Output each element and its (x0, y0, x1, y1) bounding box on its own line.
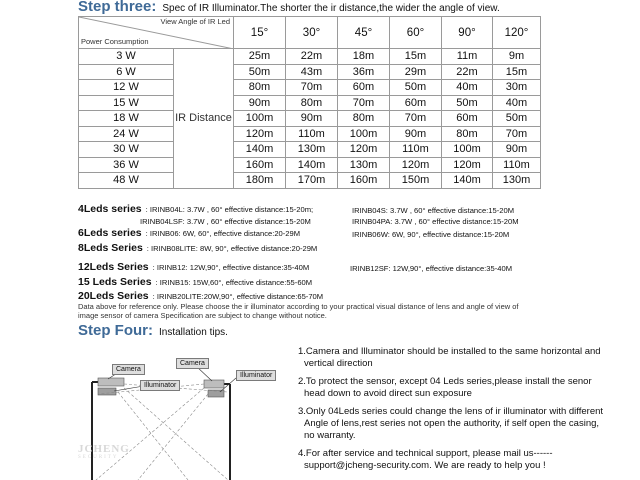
distance-cell: 60m (442, 111, 493, 127)
distance-cell: 22m (286, 49, 338, 65)
series-name: 8Leds Series (78, 242, 143, 254)
distance-cell: 100m (338, 126, 390, 142)
distance-cell: 80m (442, 126, 493, 142)
distance-cell: 25m (234, 49, 286, 65)
angle-header: 45° (338, 17, 390, 49)
installation-tips (298, 346, 628, 478)
distance-cell: 43m (286, 64, 338, 80)
step-three-description: Spec of IR Illuminator.The shorter the ir distance,the wider the angle of view. (162, 3, 500, 14)
distance-cell: 36m (338, 64, 390, 80)
distance-cell: 130m (338, 157, 390, 173)
distance-cell: 60m (338, 80, 390, 96)
table-row (79, 111, 541, 127)
power-cell: 15 W (79, 95, 174, 111)
distance-cell: 110m (286, 126, 338, 142)
header-view-angle: View Angle of IR Led (160, 17, 230, 26)
distance-cell: 180m (234, 173, 286, 189)
tip-line: Angle of lens,rest series not open the authority, if self open the casing, (304, 418, 600, 429)
table-row (79, 64, 541, 80)
distance-cell: 120m (442, 157, 493, 173)
table-header-row (79, 17, 541, 49)
distance-cell: 100m (234, 111, 286, 127)
distance-cell: 50m (493, 111, 541, 127)
distance-cell: 11m (442, 49, 493, 65)
distance-cell: 80m (286, 95, 338, 111)
header-power-consumption: Power Consumption (81, 37, 149, 46)
series-8leds (78, 242, 317, 254)
distance-cell: 22m (442, 64, 493, 80)
installation-illustration (78, 348, 293, 480)
distance-cell: 70m (493, 126, 541, 142)
distance-cell: 130m (493, 173, 541, 189)
distance-cell: 120m (338, 142, 390, 158)
distance-cell: 140m (286, 157, 338, 173)
distance-cell: 160m (234, 157, 286, 173)
series-name: 12Leds Series (78, 261, 149, 273)
table-row (79, 157, 541, 173)
power-cell: 36 W (79, 157, 174, 173)
tip-item (298, 406, 628, 442)
tip-line: 2.To protect the sensor, except 04 Leds series,please install the senor (298, 376, 592, 387)
table-row (79, 95, 541, 111)
series-detail: IRINB04PA: 3.7W , 60° effective distance:15-20M (352, 217, 519, 226)
reference-note (78, 302, 548, 320)
table-row (79, 173, 541, 189)
step-four-title: Step Four: (78, 322, 153, 339)
series-detail: : IRINB20LITE:20W,90°, effective distance:65-70M (152, 292, 324, 301)
angle-header: 60° (390, 17, 442, 49)
distance-cell: 90m (390, 126, 442, 142)
tip-line: 4.For after service and technical support, please mail us------ (298, 448, 553, 459)
power-cell: 48 W (79, 173, 174, 189)
camera-label-left: Camera (112, 364, 145, 375)
distance-cell: 80m (338, 111, 390, 127)
distance-cell: 70m (286, 80, 338, 96)
illuminator-label-right: Illuminator (236, 370, 276, 381)
distance-cell: 170m (286, 173, 338, 189)
distance-cell: 15m (493, 64, 541, 80)
series-detail: IRINB06W: 6W, 90°, effective distance:15-20M (352, 230, 510, 239)
distance-cell: 90m (234, 95, 286, 111)
tip-line: head down to avoid direct sun exposure (304, 388, 472, 399)
series-name: 20Leds Series (78, 290, 149, 302)
power-cell: 3 W (79, 49, 174, 65)
series-12leds (78, 261, 309, 273)
power-cell: 18 W (79, 111, 174, 127)
distance-cell: 50m (442, 95, 493, 111)
table-row (79, 49, 541, 65)
distance-cell: 70m (338, 95, 390, 111)
distance-cell: 130m (286, 142, 338, 158)
distance-cell: 90m (286, 111, 338, 127)
tip-line: 1.Camera and Illuminator should be installed to the same horizontal and (298, 346, 601, 357)
tip-item (298, 346, 628, 370)
table-row (79, 80, 541, 96)
table-row (79, 126, 541, 142)
ir-spec-table (78, 16, 541, 189)
distance-cell: 160m (338, 173, 390, 189)
support-email-line: support@jcheng-security.com. We are ready to help you ! (304, 460, 546, 471)
distance-cell: 50m (234, 64, 286, 80)
logo-sub: SECURITY (78, 455, 119, 460)
distance-cell: 120m (390, 157, 442, 173)
series-detail: IRINB04S: 3.7W , 60° effective distance:15-20M (352, 206, 515, 215)
distance-cell: 100m (442, 142, 493, 158)
distance-cell: 120m (234, 126, 286, 142)
tip-line: 3.Only 04Leds series could change the lens of ir illuminator with different (298, 406, 604, 417)
note-line: Data above for reference only. Please choose the ir illuminator according to your practical visual distance of lens and angle of view of (78, 302, 519, 311)
illuminator-label-left: Illuminator (140, 380, 180, 391)
series-detail: : IRINB04L: 3.7W , 60° effective distance:15-20m; (145, 205, 314, 214)
series-15leds (78, 276, 312, 288)
series-detail: : IRINB15: 15W,60°, effective distance:55-60M (155, 278, 313, 287)
distance-cell: 140m (442, 173, 493, 189)
series-4leds (78, 203, 313, 215)
series-name: 4Leds series (78, 203, 142, 215)
series-name: 6Leds series (78, 227, 142, 239)
distance-cell: 9m (493, 49, 541, 65)
series-detail: : IRINB06: 6W, 60°, effective distance:20-29M (145, 229, 301, 238)
camera-label-right: Camera (176, 358, 209, 369)
series-detail: IRINB04LSF: 3.7W , 60° effective distance:15-20M (140, 217, 311, 226)
angle-header: 15° (234, 17, 286, 49)
angle-header: 90° (442, 17, 493, 49)
distance-cell: 60m (390, 95, 442, 111)
series-20leds (78, 290, 323, 302)
distance-cell: 30m (493, 80, 541, 96)
series-6leds (78, 227, 300, 239)
distance-cell: 110m (390, 142, 442, 158)
power-cell: 12 W (79, 80, 174, 96)
distance-cell: 80m (234, 80, 286, 96)
angle-header: 120° (493, 17, 541, 49)
distance-cell: 140m (234, 142, 286, 158)
note-line: image sensor of camera Specification are subject to change without notice. (78, 311, 327, 320)
distance-cell: 90m (493, 142, 541, 158)
power-cell: 24 W (79, 126, 174, 142)
step-four-description: Installation tips. (159, 327, 228, 338)
distance-cell: 15m (390, 49, 442, 65)
series-name: 15 Leds Series (78, 276, 152, 288)
brand-watermark-logo (78, 443, 130, 460)
power-cell: 30 W (79, 142, 174, 158)
distance-cell: 150m (390, 173, 442, 189)
ir-distance-label: IR Distance (174, 49, 234, 189)
distance-cell: 50m (390, 80, 442, 96)
table-row (79, 142, 541, 158)
tip-item (298, 376, 628, 400)
angle-header: 30° (286, 17, 338, 49)
step-three-header (78, 0, 500, 15)
distance-cell: 110m (493, 157, 541, 173)
tip-item (298, 448, 628, 472)
tip-line: no warranty. (304, 430, 356, 441)
step-three-title: Step three: (78, 0, 157, 15)
distance-cell: 40m (442, 80, 493, 96)
series-detail: : IRINB08LITE: 8W, 90°, effective distance:20-29M (146, 244, 318, 253)
logo-name: JCHENG (78, 443, 130, 455)
distance-cell: 40m (493, 95, 541, 111)
distance-cell: 18m (338, 49, 390, 65)
table-corner-cell (79, 17, 234, 49)
tip-line: vertical direction (304, 358, 373, 369)
series-detail: IRINB12SF: 12W,90°, effective distance:35-40M (350, 264, 513, 273)
power-cell: 6 W (79, 64, 174, 80)
series-detail: : IRINB12: 12W,90°, effective distance:35-40M (152, 263, 310, 272)
distance-cell: 29m (390, 64, 442, 80)
distance-cell: 70m (390, 111, 442, 127)
step-four-header (78, 322, 228, 339)
